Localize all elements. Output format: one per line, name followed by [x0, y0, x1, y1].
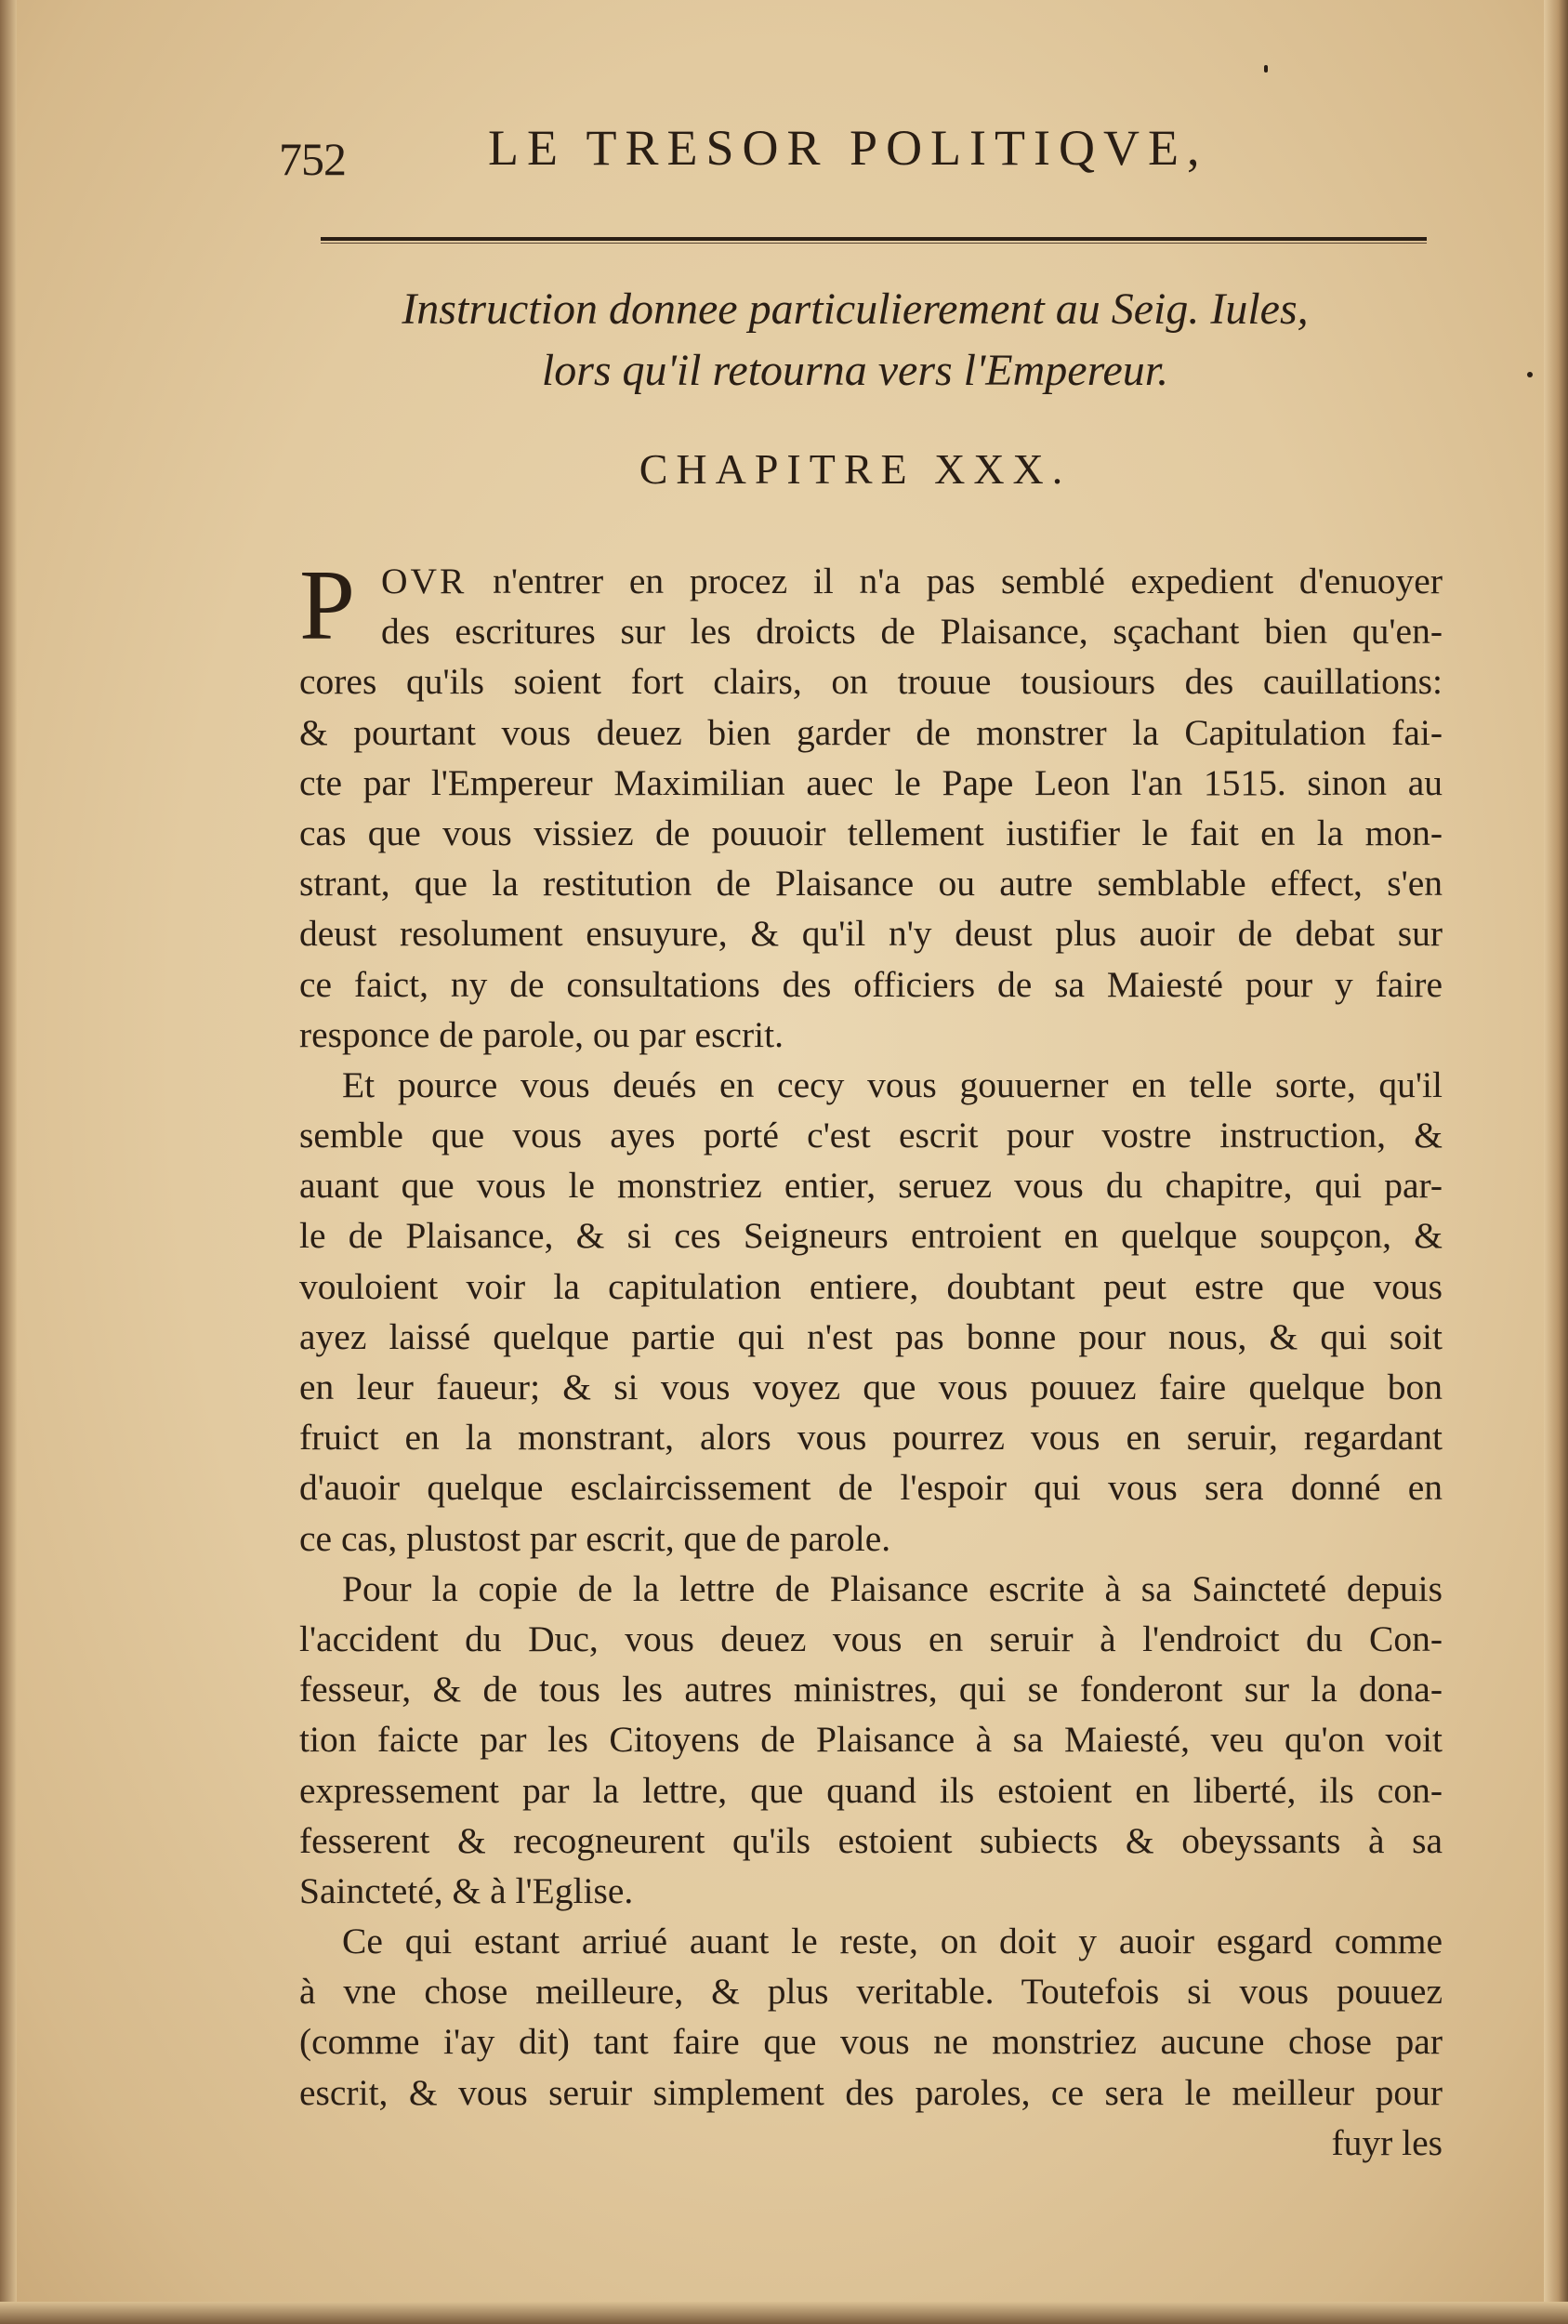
text-line: deust resolument ensuyure, & qu'il n'y deust plus auoir de debat sur: [299, 913, 1443, 955]
paragraph-2: [299, 1060, 1443, 1564]
ink-speck: [1527, 372, 1533, 377]
catchword: fuyr les: [1331, 2121, 1443, 2163]
text-line: fesserent & recogneurent qu'ils estoient subiects & obeyssants à sa: [299, 1819, 1443, 1861]
ink-speck: [1264, 65, 1268, 73]
text-line: cores qu'ils soient fort clairs, on trouue tousiours des cauillations:: [299, 661, 1443, 703]
text-line: Saincteté, & à l'Eglise.: [299, 1869, 634, 1911]
lead-word: OVR: [381, 561, 468, 601]
text-line: cte par l'Empereur Maximilian auec le Pape Leon l'an 1515. sinon au: [299, 761, 1443, 803]
page-number: 752: [279, 133, 346, 185]
text-line: cas que vous vissiez de pouuoir tellement iustifier le fait en la mon-: [299, 812, 1443, 853]
page-edge-left: [0, 0, 17, 2324]
text-line: [299, 556, 1443, 606]
page-header: [279, 110, 1431, 193]
text-line: (comme i'ay dit) tant faire que vous ne monstriez aucune chose par: [299, 2021, 1443, 2063]
subtitle-line-2: lors qu'il retourna vers l'Empereur.: [541, 346, 1169, 395]
page-edge-bottom: [0, 2302, 1568, 2324]
subtitle-line-1: Instruction donnee particulierement au Seig. Iules,: [402, 284, 1309, 334]
paragraph-4: [299, 1916, 1443, 2168]
paragraph-1: [299, 550, 1443, 1060]
text-line: Pour la copie de la lettre de Plaisance escrite à sa Saincteté depuis: [342, 1567, 1443, 1609]
running-title: LE TRESOR POLITIQVE,: [488, 120, 1208, 176]
text-line: fruict en la monstrant, alors vous pourrez vous en seruir, regardant: [299, 1417, 1443, 1459]
chapter-heading: CHAPITRE XXX.: [639, 445, 1072, 493]
header-rule: [321, 237, 1427, 244]
text-line: auant que vous le monstriez entier, seruez vous du chapitre, qui par-: [299, 1165, 1443, 1207]
text-line: le de Plaisance, & si ces Seigneurs entroient en quelque soupçon, &: [299, 1215, 1443, 1257]
text-line: semble que vous ayes porté c'est escrit pour vostre instruction, &: [299, 1115, 1443, 1156]
text-line-content: n'entrer en procez il n'a pas semblé expedient d'enuoyer: [493, 561, 1443, 601]
text-line: à vne chose meilleure, & plus veritable. Toutefois si vous pouuez: [299, 1971, 1443, 2013]
drop-cap: P: [299, 550, 356, 661]
text-line: fesseur, & de tous les autres ministres, qui se fonderont sur la dona-: [299, 1669, 1443, 1710]
text-line: ce cas, plustost par escrit, que de parole.: [299, 1517, 891, 1559]
page-edge-right: [1544, 0, 1568, 2324]
paragraph-3: [299, 1564, 1443, 1916]
text-line: en leur faueur; & si vous voyez que vous pouuez faire quelque bon: [299, 1367, 1443, 1407]
text-line: l'accident du Duc, vous deuez vous en seruir à l'endroict du Con-: [299, 1618, 1443, 1659]
section-subtitle: [279, 279, 1431, 402]
text-line: ce faict, ny de consultations des officiers de sa Maiesté pour y faire: [299, 963, 1443, 1005]
text-line: expressement par la lettre, que quand ils estoient en liberté, ils con-: [299, 1769, 1443, 1811]
text-line: strant, que la restitution de Plaisance ou autre semblable effect, s'en: [299, 863, 1443, 905]
text-line: Et pource vous deués en cecy vous gouuerner en telle sorte, qu'il: [342, 1063, 1443, 1105]
text-line: tion faicte par les Citoyens de Plaisance à sa Maiesté, veu qu'on voit: [299, 1719, 1443, 1761]
text-line: & pourtant vous deuez bien garder de monstrer la Capitulation fai-: [299, 711, 1443, 753]
text-line: escrit, & vous seruir simplement des paroles, ce sera le meilleur pour: [299, 2071, 1443, 2113]
body-text: [299, 550, 1443, 2168]
text-line: des escritures sur les droicts de Plaisance, sçachant bien qu'en-: [381, 611, 1443, 653]
text-line: ayez laissé quelque partie qui n'est pas bonne pour nous, & qui soit: [299, 1315, 1443, 1357]
text-line: vouloient voir la capitulation entiere, doubtant peut estre que vous: [299, 1265, 1443, 1307]
text-line: Ce qui estant arriué auant le reste, on doit y auoir esgard comme: [342, 1921, 1443, 1962]
text-line: responce de parole, ou par escrit.: [299, 1013, 784, 1055]
text-line: d'auoir quelque esclaircissement de l'espoir qui vous sera donné en: [299, 1467, 1443, 1509]
